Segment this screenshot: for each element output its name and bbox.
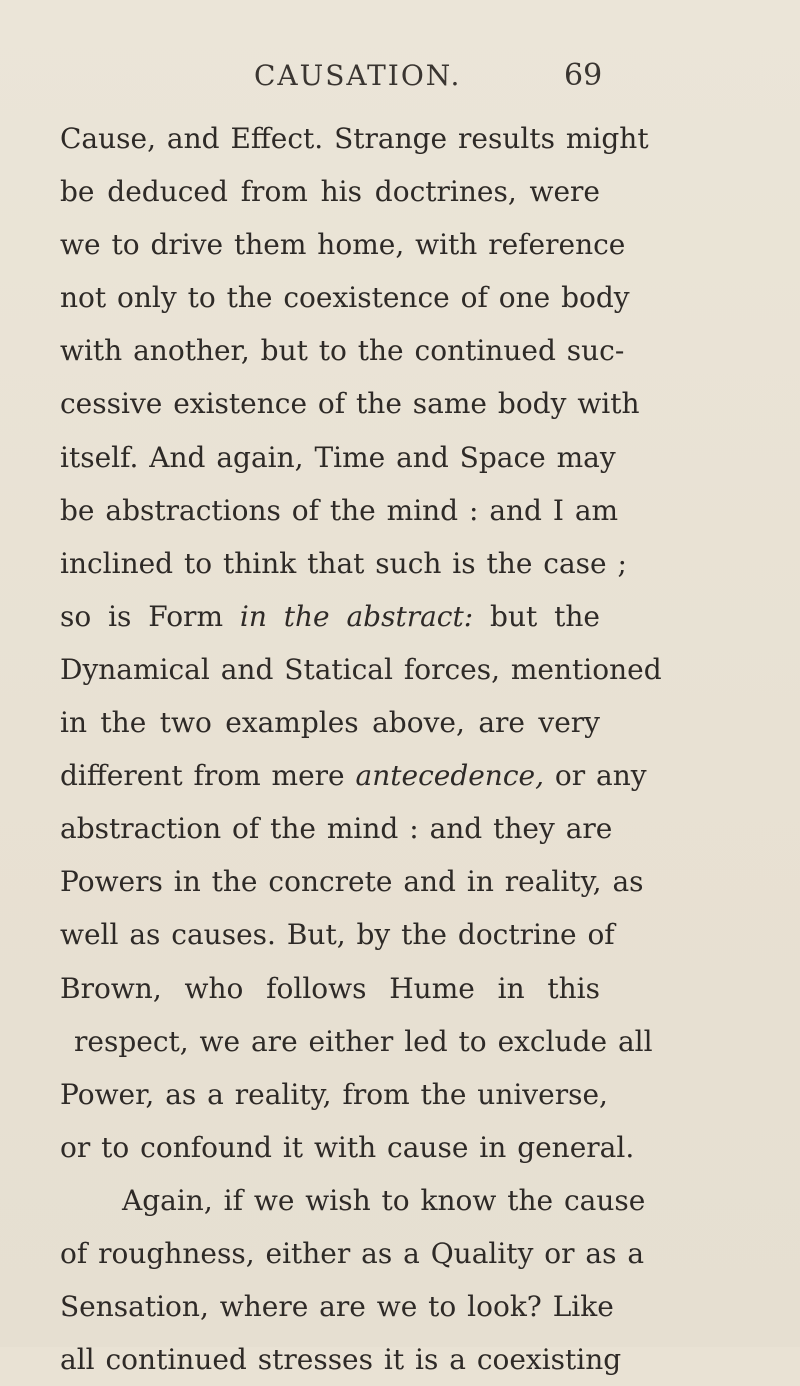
text-line-13 bbox=[60, 749, 647, 802]
text-line-9: inclined to think that such is the case ; bbox=[60, 546, 627, 580]
page-number: 69 bbox=[564, 58, 603, 93]
text-line-13-italic: antecedence, bbox=[355, 759, 544, 793]
text-line-24: all continued stresses it is a coexisting bbox=[60, 1343, 622, 1377]
text-line-16: well as causes. But, by the doctrine of bbox=[60, 918, 615, 952]
text-line-4: not only to the coexistence of one body bbox=[60, 281, 630, 315]
text-line-3: we to drive them home, with reference bbox=[60, 228, 626, 262]
text-line-7: itself. And again, Time and Space may bbox=[60, 440, 616, 474]
text-line-22: of roughness, either as a Quality or as a bbox=[60, 1236, 645, 1270]
text-line-20: or to confound it with cause in general. bbox=[60, 1130, 635, 1164]
body-text bbox=[60, 112, 662, 1386]
running-title: CAUSATION. bbox=[254, 59, 462, 92]
text-line-10 bbox=[60, 590, 600, 643]
text-line-15: Powers in the concrete and in reality, as bbox=[60, 865, 644, 899]
text-line-23: Sensation, where are we to look? Like bbox=[60, 1290, 614, 1324]
text-line-14: abstraction of the mind : and they are bbox=[60, 812, 613, 846]
text-line-21: Again, if we wish to know the cause bbox=[122, 1183, 646, 1217]
text-line-13-after: or any bbox=[544, 759, 647, 793]
text-line-8: be abstractions of the mind : and I am bbox=[60, 493, 619, 527]
text-line-5: with another, but to the continued suc- bbox=[60, 334, 625, 368]
text-line-17: Brown, who follows Hume in this bbox=[60, 971, 600, 1005]
text-line-18: respect, we are either led to exclude all bbox=[74, 1024, 653, 1058]
text-line-12: in the two examples above, are very bbox=[60, 706, 600, 740]
text-line-10-before: so is Form bbox=[60, 599, 240, 633]
text-line-10-after: but the bbox=[473, 599, 600, 633]
text-line-19: Power, as a reality, from the universe, bbox=[60, 1077, 608, 1111]
text-line-1: Cause, and Effect. Strange results might bbox=[60, 122, 649, 155]
running-head bbox=[0, 54, 800, 98]
text-line-11: Dynamical and Statical forces, mentioned bbox=[60, 652, 662, 686]
text-line-2: be deduced from his doctrines, were bbox=[60, 175, 600, 209]
text-line-10-italic: in the abstract: bbox=[239, 599, 474, 633]
text-line-13-before: different from mere bbox=[60, 759, 356, 793]
text-line-6: cessive existence of the same body with bbox=[60, 387, 640, 421]
